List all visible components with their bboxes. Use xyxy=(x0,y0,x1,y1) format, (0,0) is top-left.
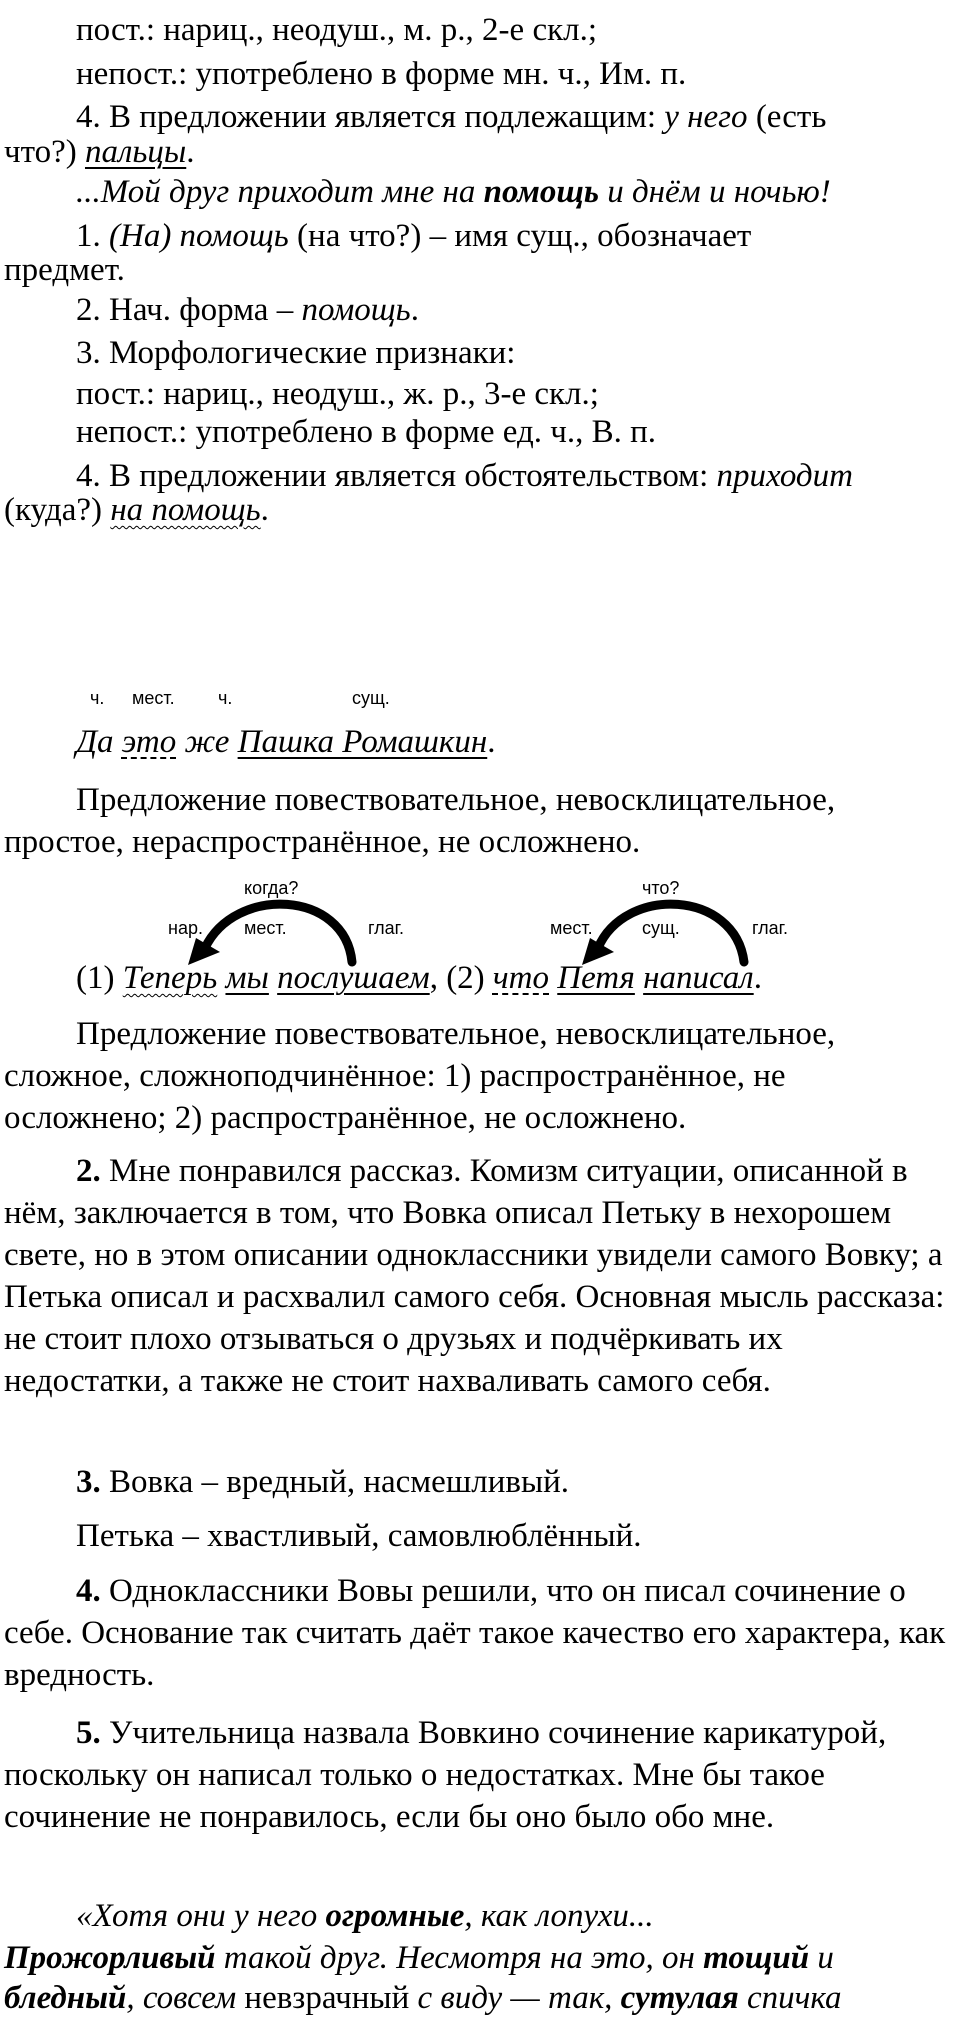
pos-label: мест. xyxy=(132,688,175,708)
arc-what xyxy=(598,904,744,962)
quote-line: «Хотя они у него огромные, как лопухи... xyxy=(76,1898,654,1934)
text-line: (куда?) на помощь. xyxy=(4,492,269,528)
answer-3b: Петька – хвастливый, самовлюблённый. xyxy=(76,1518,642,1554)
quote-line: бледный, совсем невзрачный с виду — так, сутулая спичка xyxy=(4,1980,842,2016)
pos-label: нар. xyxy=(168,918,203,938)
text-line: сложное, сложноподчинённое: 1) распространённое, не xyxy=(4,1058,786,1094)
pos-label: мест. xyxy=(244,918,287,938)
text-line: пост.: нариц., неодуш., ж. р., 3-е скл.; xyxy=(76,376,599,412)
pos-label: ч. xyxy=(218,688,233,708)
text-line: 4. В предложении является подлежащим: у него (есть xyxy=(76,99,827,135)
parsed-sentence-2: (1) Теперь мы послушаем, (2) что Петя написал. xyxy=(76,960,762,996)
question-label: когда? xyxy=(244,878,299,898)
subject-word: пальцы xyxy=(84,134,187,170)
answer-4: 4. Одноклассники Вовы решили, что он писал сочинение о себе. Основание так считать даёт такое качество его характера, как вредность. xyxy=(4,1573,946,1693)
pos-label: глаг. xyxy=(368,918,405,938)
pos-label: ч. xyxy=(90,688,105,708)
text-line: Предложение повествовательное, невосклицательное, xyxy=(76,1016,836,1052)
text-line: 2. Нач. форма – помощь. xyxy=(76,292,419,328)
answer-3: 3. Вовка – вредный, насмешливый. xyxy=(76,1464,570,1500)
question-label: что? xyxy=(642,878,680,898)
arc-when xyxy=(205,904,352,962)
text-line: предмет. xyxy=(4,252,125,288)
text-line: Предложение повествовательное, невосклицательное, xyxy=(76,782,836,818)
answer-5: 5. Учительница назвала Вовкино сочинение карикатурой, поскольку он написал только о недостатках. Мне бы такое сочинение не понравилось, если бы оно было обо мне. xyxy=(4,1715,887,1835)
pos-label: сущ. xyxy=(642,918,680,938)
text-line: что?) пальцы. xyxy=(4,134,195,170)
text-line: простое, нераспространённое, не осложнено. xyxy=(4,824,641,860)
example-sentence: ...Мой друг приходит мне на помощь и днём и ночью! xyxy=(76,174,831,210)
text-line: 4. В предложении является обстоятельством: приходит xyxy=(76,458,853,494)
pos-label: глаг. xyxy=(752,918,789,938)
parsed-sentence-1: Да это же Пашка Ромашкин. xyxy=(76,724,496,760)
pos-label: сущ. xyxy=(352,688,390,708)
answer-2: 2. Мне понравился рассказ. Комизм ситуации, описанной в нём, заключается в том, что Вовка описал Петьку в нехорошем свете, но в этом описании одноклассники увидели самого Вовку; а Петька описал и расхвалил самого себя. Основная мысль рассказа: не стоит плохо отзываться о друзьях и подчёркивать их недостатки, а также не стоит нахваливать самого себя. xyxy=(4,1153,945,1399)
text-line: непост.: употреблено в форме мн. ч., Им. п. xyxy=(76,56,687,92)
quote-line: Прожорливый такой друг. Несмотря на это, он тощий и xyxy=(4,1940,834,1976)
adverbial-word: на помощь xyxy=(110,492,261,528)
text-line: 1. (На) помощь (на что?) – имя сущ., обозначает xyxy=(76,218,752,254)
text-line: непост.: употреблено в форме ед. ч., В. п. xyxy=(76,414,656,450)
text-line: осложнено; 2) распространённое, не осложнено. xyxy=(4,1100,687,1136)
pos-label: мест. xyxy=(550,918,593,938)
text-line: пост.: нариц., неодуш., м. р., 2-е скл.; xyxy=(76,12,598,48)
text-line: 3. Морфологические признаки: xyxy=(76,335,516,371)
